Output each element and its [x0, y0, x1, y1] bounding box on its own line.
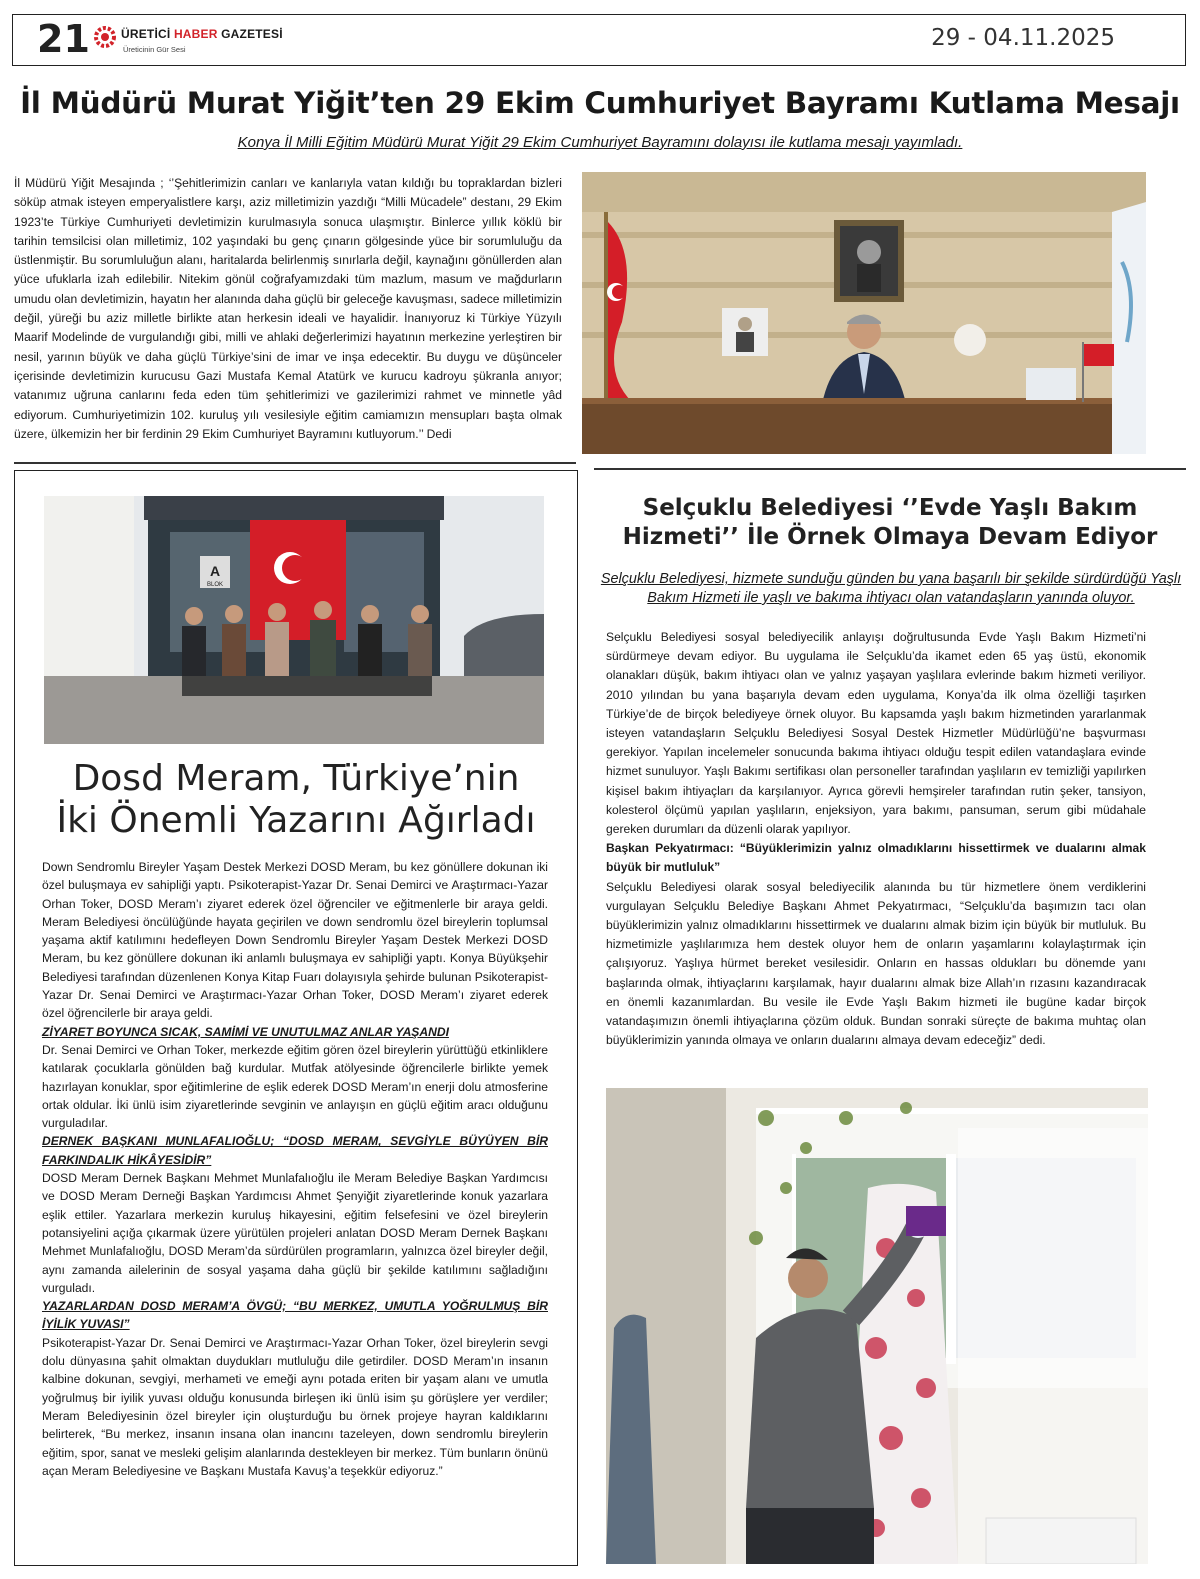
article3-photo-cleaning	[606, 1088, 1148, 1564]
article2-paragraph: Dr. Senai Demirci ve Orhan Toker, merkezde eğitim gören özel bireylerin yürüttüğü etkinliklere katılarak çocuklarla gönülden bağ kurdular. Mutfak atölyesinde öğrencilerle birlikte yemek hazırlayan konuklar, spor eğitimlerine de eşlik ederek DOSD Meram’ın enerji dolu atmosferine ortak oldular. İki ünlü isim ziyaretlerinde sevginin ve anlayışın en güçlü eğitim aracı olduğunu vurguladılar.	[42, 1042, 548, 1131]
article2-subhead: YAZARLARDAN DOSD MERAM’A ÖVGÜ; “BU MERKEZ, UMUTLA YOĞRULMUŞ BİR İYİLİK YUVASI”	[42, 1299, 548, 1332]
article3-headline-line2: Hizmeti’’ İle Örnek Olmaya Devam Ediyor	[622, 524, 1158, 550]
article2-subhead: DERNEK BAŞKANI MUNLAFALIOĞLU; “DOSD MERAM, SEVGİYLE BÜYÜYEN BİR FARKINDALIK HİKÂYESİDİR”	[42, 1134, 548, 1167]
article1-headline: İl Müdürü Murat Yiğit’ten 29 Ekim Cumhuriyet Bayramı Kutlama Mesajı	[20, 86, 1180, 120]
article2-photo-group	[44, 496, 544, 744]
article1-body: İl Müdürü Yiğit Mesajında ; ‘’Şehitlerimizin canları ve kanlarıyla vatan kıldığı bu topraklardan bizleri söküp atmak isteyen emperyalistlere karşı, aziz milletimizin yazdığı “Milli Mücadele” destanı, 29 Ekim 1923’te Türkiye Cumhuriyeti devletimizin kurulmasıyla sonuca ulaşmıştır. Binlerce yıllık köklü bir tarihin temsilcisi olan milletimiz, 102 yaşındaki bu genç çınarın gölgesinde yüce bir sorumluluğu da üstlenmiştir. Bu sorumluluğun alanı, haritalarda belirlenmiş sınırlarla değil, kaynağını gönüllerden alan yüce ufuklarla izah edilebilir. Nitekim gönül coğrafyamızdaki tüm mazlum, masum ve mağdurların umudu olan devletimizin, hayatın her alanında daha güçlü bir geleceğe kavuşması, sadece milletimizin değil, yüreği bu aziz milletle birlikte atan herkesin ideali ve hayalidir. İnanıyoruz ki Türkiye Yüzyılı Maarif Modelinde de vurgulandığı gibi, milli ve ahlaki değerlerimizi hayatının merkezine yerleştiren bir nesil, yarının büyük ve daha güçlü Türkiye’sini de imar ve inşa edecektir. Bu duygu ve düşünceler içerisinde devletimizin kurucusu Gazi Mustafa Kemal Atatürk ve kurucu kadroyu şükranla anıyor; vatanımız uğruna canlarını feda eden tüm şehitlerimizi ve gazilerimizi rahmet ve minnetle yâd ediyorum. Cumhuriyetimizin 102. kuruluş yılı vesilesiyle eğitim camiamızın mensupları başta olmak üzere, ülkemizin her bir ferdinin 29 Ekim Cumhuriyet Bayramını kutluyorum.’’ Dedi	[14, 176, 562, 441]
brand-part2: HABER	[173, 27, 218, 41]
article3-paragraph: Selçuklu Belediyesi olarak sosyal belediyecilik alanında bu tür hizmetlere önem verdiklerini vurgulayan Selçuklu Belediye Başkanı Ahmet Pekyatırmacı, “Selçuklu’da başımızın tacı olan büyüklerimizin yalnız olmadıklarını hissettirmek ve dualarını almak bizim için büyük bir mutluluk. Bu hizmetimizle yaşlılarımıza hem destek oluyor hem de onların yaşamlarını kolaylaştırmak için çalışıyoruz. Yaşlıya hürmet bereket vesilesidir. Onların en hassas oldukları bu dönemde yanı başlarında olmak, ihtiyaçlarını karşılamak, hayır dualarını almak bize Allah’ın rızasını kazandıracak en önemli kazanımlardan. Bu vesile ile Evde Yaşlı Bakım hizmeti ile bugüne kadar birçok vatandaşımızın önemli ihtiyaçlarına çözüm olduk. Bundan sonraki süreçte de bakıma muhtaç olan büyüklerimizin yanında olmaya ve onların dualarını almaya devam edeceğiz” dedi.	[606, 879, 1146, 1048]
article3-deck: Selçuklu Belediyesi, hizmete sunduğu günden bu yana başarılı bir şekilde sürdürdüğü Yaşlı Bakım Hizmeti ile yaşlı ve bakıma ihtiyacı olan vatandaşların yanında oluyor.	[600, 571, 1182, 606]
brand-part3: GAZETESİ	[217, 27, 283, 41]
masthead	[12, 14, 1186, 66]
article2-subhead: ZİYARET BOYUNCA SICAK, SAMİMİ VE UNUTULMAZ ANLAR YAŞANDI	[42, 1024, 449, 1039]
article3-subhead: Başkan Pekyatırmacı: “Büyüklerimizin yalnız olmadıklarını hissettirmek ve dualarını almak büyük bir mutluluk”	[606, 841, 1146, 875]
article3-paragraph: Selçuklu Belediyesi sosyal belediyecilik anlayışı doğrultusunda Evde Yaşlı Bakım Hizmeti’ni sürdürmeye devam ediyor. Bu uygulama ile Selçuklu’da ikamet eden 65 yaş üstü, ekonomik olanakları düşük, bakım ihtiyacı olan ve yalnız yaşayan yaşlılara evlerinde bakım hizmeti veriliyor. 2010 yılından bu yana başarıyla devam eden uygulama, Konya’da ilk olma özelliği taşırken Türkiye’de de birçok belediyeye örnek oluyor. Bu kapsamda yaşlı bakım hizmetinden yararlanmak isteyen vatandaşların Selçuklu Belediyesi Sosyal Destek Hizmetler Müdürlüğü’ne başvurması gerekiyor. Yapılan incelemeler sonucunda bakıma ihtiyacı olduğu tespit edilen vatandaşlara evinde hizmet sunuluyor. Yaşlı Bakımı sertifikası olan personeller tarafından yaşlıların ev temizliği yapılırken kişisel bakım ihtiyaçları da karşılanıyor. Ayrıca görevli hemşireler tarafından rutin şeker, tansiyon, kolesterol ölçümü yapılan yaşlıların, enjeksiyon, yara bakımı, pansuman, serum gibi müdahale gereken durumları da düzenli olarak yapılıyor.	[606, 630, 1146, 837]
article2-paragraph: Psikoterapist-Yazar Dr. Senai Demirci ve Araştırmacı-Yazar Orhan Toker, özel bireylerin sevgi dolu dünyasına şahit olmaktan duydukları mutluluğu dile getirdiler. DOSD Meram’ın insanın kalbine dokunan, sevgiyi, merhameti ve emeği aynı potada eriten bir yaşam alanı ve umutla yoğrulmuş bir iyilik yuvası olduğu konusunda birleşen iki ünlü isim şu görüşlere yer verdiler; Meram Belediyesinin özel bireyler için oluşturduğu bu örnek projeye hayran kaldıklarını belirterek, “Bu merkez, insanın insana olan inancını tazeleyen, down sendromlu bireylerin eğitim, spor, sanat ve mesleki gelişim alanlarında destekleyen bir merkez. Tüm bunların önünü açan Meram Belediyesine ve Başkanı Mustafa Kavuş’a teşekkür ediyoruz.”	[42, 1335, 548, 1478]
issue-date: 29 - 04.11.2025	[931, 25, 1115, 51]
article1-deck: Konya İl Milli Eğitim Müdürü Murat Yiğit 29 Ekim Cumhuriyet Bayramını dolayısı ile kutlama mesajı yayımladı.	[237, 134, 963, 151]
article2-paragraph: Down Sendromlu Bireyler Yaşam Destek Merkezi DOSD Meram, bu kez gönüllere dokunan iki özel buluşmaya ev sahipliği yaptı. Psikoterapist-Yazar Dr. Senai Demirci ve Araştırmacı-Yazar Orhan Toker, DOSD Meram’ı ziyaret ederek özel öğrenciler ve eğitmenlerle bir araya geldi. Meram Belediyesi öncülüğünde hayata geçirilen ve down sendromlu özel bireylerin toplumsal yaşama aktif katılımını hedefleyen Down Sendromlu Bireyler Yaşam Destek Merkezi DOSD Meram, bu kez gönüllere dokunan iki anlamlı buluşmaya ev sahipliği yaptı. Konya Büyükşehir Belediyesi tarafından düzenlenen Konya Kitap Fuarı dolayısıyla şehirde bulunan Psikoterapist-Yazar Dr. Senai Demirci ve Araştırmacı-Yazar Orhan Toker, DOSD Meram’ı ziyaret ederek özel öğrencilerle bir araya geldi.	[42, 860, 548, 1021]
article2-headline-line2: İki Önemli Yazarını Ağırladı	[56, 800, 536, 841]
divider-right	[594, 468, 1186, 470]
sign-building-letter: A	[209, 563, 221, 579]
article2-paragraph: DOSD Meram Dernek Başkanı Mehmet Munlafalıoğlu ile Meram Belediye Başkan Yardımcısı ve DOSD Meram Derneği Başkan Yardımcısı Ahmet Şenyiğit ziyaretlerinde konuk yazarlara eşlik ettiler. Yazarlara merkezin kuruluş hikayesini, eğitim felsefesini ve özel bireylerin potansiyelini açığa çıkarmak üzere yürütülen projeleri anlatan DOSD Meram Dernek Başkanı Mehmet Munlafalıoğlu, DOSD Meram’da sürdürülen programların, yalnızca özel bireyler değil, aynı zamanda ailelerinin de sosyal yaşama daha güçlü bir şekilde katılımını sağladığını vurguladı.	[42, 1171, 548, 1295]
article2-headline-line1: Dosd Meram, Türkiye’nin	[72, 758, 520, 799]
article3-headline-line1: Selçuklu Belediyesi ‘’Evde Yaşlı Bakım	[642, 495, 1138, 521]
gear-logo-icon	[93, 25, 117, 49]
page-number: 21	[37, 17, 90, 61]
article1-photo-office	[582, 172, 1146, 454]
brand-part1: ÜRETİCİ	[121, 27, 174, 41]
brand-name	[121, 27, 283, 41]
article3-body	[606, 628, 1146, 1050]
divider-left	[14, 462, 576, 464]
article2-headline	[14, 758, 578, 842]
article2-body	[42, 858, 548, 1480]
article3-headline	[594, 494, 1186, 552]
brand-slogan: Üreticinin Gür Sesi	[123, 45, 186, 54]
sign-blok-label: BLOK	[206, 582, 224, 588]
